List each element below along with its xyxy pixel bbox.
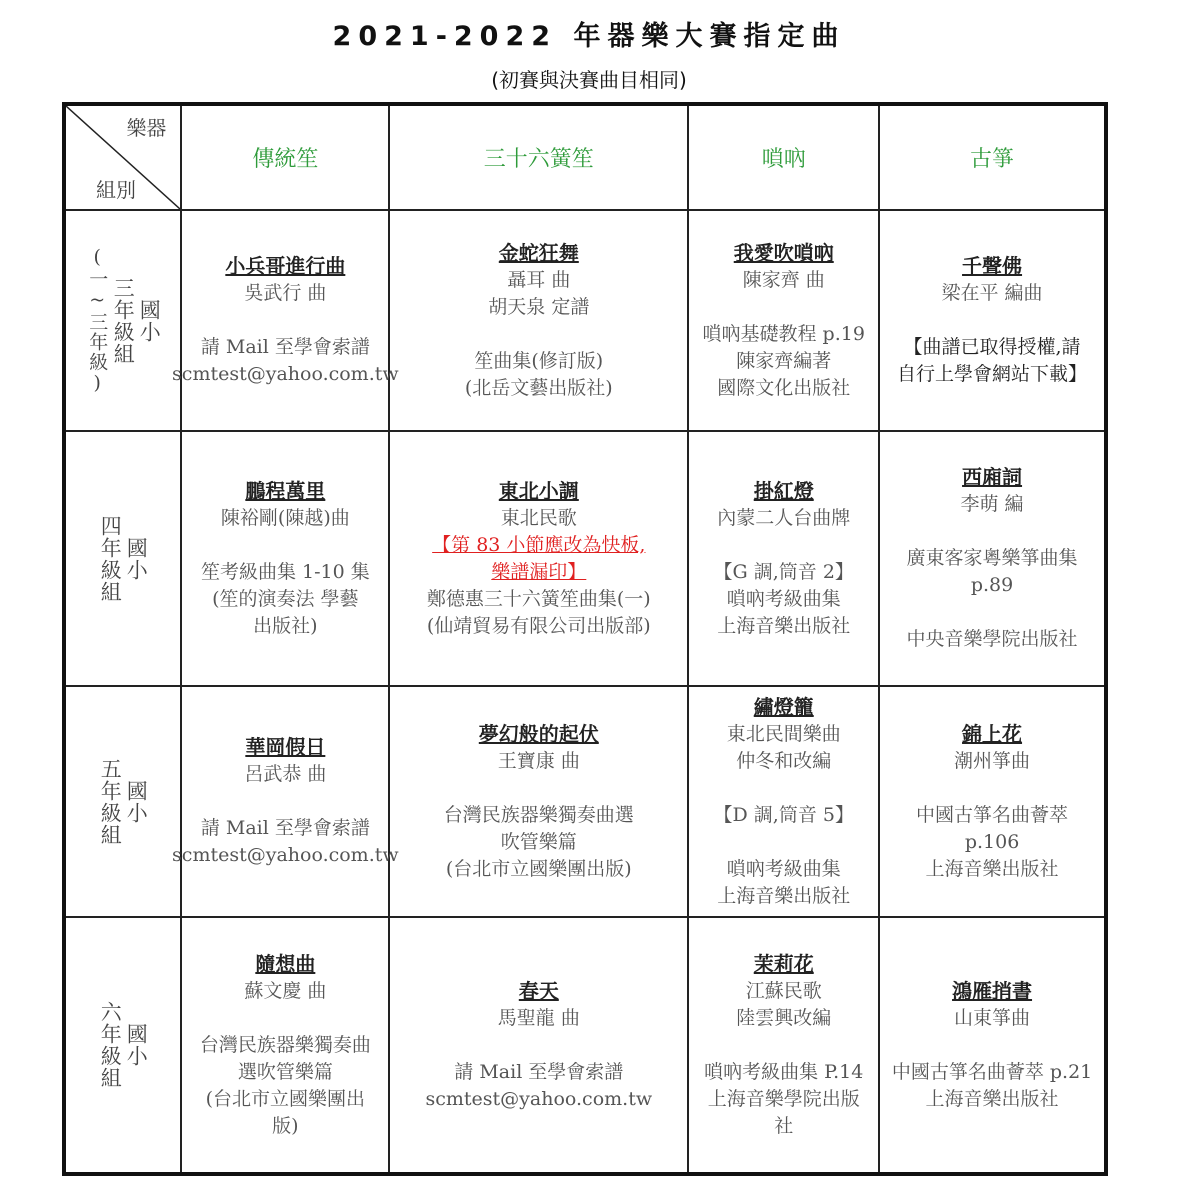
piece-title: 繡燈籠 bbox=[753, 694, 814, 719]
source-line: 選吹管樂篇 bbox=[237, 1060, 333, 1083]
publisher: 上海音樂出版社 bbox=[717, 614, 851, 637]
grade-cell bbox=[64, 686, 181, 917]
piece-title: 鵬程萬里 bbox=[245, 478, 326, 503]
corner-header bbox=[64, 104, 181, 210]
piece-title: 夢幻般的起伏 bbox=[478, 721, 599, 746]
arranger: 陸雲興改編 bbox=[736, 1006, 832, 1029]
header-row bbox=[64, 104, 1106, 210]
piece-cell bbox=[879, 431, 1106, 686]
source-line: 台灣民族器樂獨奏曲選 bbox=[443, 803, 634, 826]
source-line: 嗩吶考級曲集 P.14 bbox=[704, 1060, 864, 1083]
source-line: 廣東客家粵樂箏曲集 bbox=[906, 547, 1078, 570]
corner-instrument-label: 樂器 bbox=[126, 116, 167, 140]
composer: 吳武行 曲 bbox=[244, 282, 327, 305]
publisher: (笙的演奏法 學藝 bbox=[212, 587, 359, 610]
piece-title: 隨想曲 bbox=[255, 951, 316, 976]
grade-row-5 bbox=[64, 686, 1106, 917]
piece-cell bbox=[389, 431, 688, 686]
piece-title: 小兵哥進行曲 bbox=[225, 254, 346, 279]
grade-name: 五年級組 bbox=[98, 757, 123, 846]
instrument-header-suona: 嗩吶 bbox=[688, 104, 879, 210]
source-line: 吹管樂篇 bbox=[500, 830, 577, 853]
source-line: 中國古箏名曲薈萃 p.21 bbox=[891, 1060, 1093, 1083]
composer: 內蒙二人台曲牌 bbox=[717, 506, 851, 529]
arranger: 胡天泉 定譜 bbox=[488, 295, 590, 318]
piece-cell bbox=[688, 431, 879, 686]
repertoire-table bbox=[62, 102, 1108, 1176]
grade-name: 六年級組 bbox=[98, 1001, 123, 1089]
composer: 李萌 編 bbox=[960, 493, 1024, 516]
grade-level: 國小 bbox=[124, 779, 149, 824]
source-line: 中國古箏名曲薈萃 bbox=[916, 803, 1069, 826]
composer: 山東箏曲 bbox=[954, 1006, 1031, 1029]
piece-title: 東北小調 bbox=[498, 478, 579, 503]
piece-title: 茉莉花 bbox=[753, 951, 814, 976]
piece-cell bbox=[172, 686, 399, 917]
arranger: 仲冬和改編 bbox=[736, 749, 832, 772]
instrument-header-guzheng: 古箏 bbox=[879, 104, 1106, 210]
piece-title: 金蛇狂舞 bbox=[498, 240, 579, 265]
publisher: 上海音樂學院出版 bbox=[707, 1087, 860, 1110]
piece-title: 掛紅燈 bbox=[753, 478, 814, 503]
piece-title: 華岡假日 bbox=[245, 735, 326, 760]
piece-title: 鴻雁捎書 bbox=[952, 978, 1033, 1003]
grade-range: (一~三年級) bbox=[86, 246, 109, 396]
note-line: 自行上學會網站下載】 bbox=[897, 363, 1088, 386]
grade-row-6 bbox=[64, 917, 1106, 1174]
piece-title: 春天 bbox=[518, 978, 559, 1003]
composer: 江蘇民歌 bbox=[745, 979, 822, 1002]
publisher: 版) bbox=[272, 1114, 299, 1137]
publisher: 中央音樂學院出版社 bbox=[906, 628, 1078, 651]
source-line: 嗩吶基礎教程 p.19 bbox=[702, 322, 865, 345]
instrument-header-36-reed-sheng: 三十六簧笙 bbox=[389, 104, 688, 210]
composer: 聶耳 曲 bbox=[507, 268, 571, 291]
grade-level: 國小 bbox=[137, 298, 162, 343]
email-text: scmtest@yahoo.com.tw bbox=[172, 363, 399, 386]
composer: 東北民間樂曲 bbox=[726, 722, 841, 745]
piece-cell bbox=[879, 210, 1106, 431]
piece-cell bbox=[389, 686, 688, 917]
grade-level: 國小 bbox=[124, 1023, 149, 1067]
publisher: (台北市立國樂團出 bbox=[205, 1087, 366, 1110]
correction-note: 樂譜漏印】 bbox=[491, 560, 587, 583]
source-line: 笙曲集(修訂版) bbox=[474, 349, 604, 372]
key-note: 【D 調,筒音 5】 bbox=[713, 803, 854, 826]
piece-cell bbox=[879, 686, 1106, 917]
piece-cell bbox=[688, 917, 879, 1174]
grade-cell bbox=[64, 210, 181, 431]
publisher: (北岳文藝出版社) bbox=[464, 376, 613, 399]
composer: 潮州箏曲 bbox=[954, 749, 1031, 772]
composer: 呂武恭 曲 bbox=[244, 763, 327, 786]
composer: 梁在平 編曲 bbox=[941, 282, 1043, 305]
source-line: 台灣民族器樂獨奏曲 bbox=[199, 1033, 371, 1056]
page-ref: p.89 bbox=[970, 574, 1014, 597]
grade-cell bbox=[64, 917, 181, 1174]
source-line: 請 Mail 至學會索譜 bbox=[200, 336, 370, 359]
correction-note: 【第 83 小節應改為快板, bbox=[432, 533, 646, 556]
publisher: (仙靖貿易有限公司出版部) bbox=[426, 614, 651, 637]
email-text: scmtest@yahoo.com.tw bbox=[172, 844, 399, 867]
note-line: 【曲譜已取得授權,請 bbox=[903, 336, 1081, 359]
composer: 陳裕剛(陳越)曲 bbox=[220, 506, 350, 529]
corner-group-label: 組別 bbox=[96, 178, 136, 203]
grade-row-3 bbox=[64, 210, 1106, 431]
piece-title: 錦上花 bbox=[962, 721, 1023, 746]
publisher: 上海音樂出版社 bbox=[925, 857, 1059, 880]
grade-level: 國小 bbox=[124, 536, 149, 581]
grade-cell bbox=[64, 431, 181, 686]
source-line: 請 Mail 至學會索譜 bbox=[454, 1060, 624, 1083]
composer: 陳家齊 曲 bbox=[742, 268, 825, 291]
piece-cell bbox=[879, 917, 1106, 1174]
piece-cell bbox=[181, 431, 389, 686]
email-text: scmtest@yahoo.com.tw bbox=[425, 1087, 653, 1110]
composer: 蘇文慶 曲 bbox=[244, 979, 327, 1002]
composer: 王寶康 曲 bbox=[497, 749, 580, 772]
publisher: (台北市立國樂團出版) bbox=[445, 857, 632, 880]
source-line: 嗩吶考級曲集 bbox=[726, 857, 841, 880]
piece-cell bbox=[181, 917, 389, 1174]
page-ref: p.106 bbox=[964, 830, 1020, 853]
publisher: 上海音樂出版社 bbox=[925, 1087, 1059, 1110]
composer: 東北民歌 bbox=[500, 506, 577, 529]
piece-cell bbox=[688, 686, 879, 917]
key-note: 【G 調,筒音 2】 bbox=[713, 560, 854, 583]
publisher: 社 bbox=[774, 1114, 794, 1137]
instrument-header-sheng: 傳統笙 bbox=[181, 104, 389, 210]
publisher: 出版社) bbox=[253, 614, 318, 637]
page-subtitle: (初賽與決賽曲目相同) bbox=[491, 68, 687, 92]
source-line: 笙考級曲集 1-10 集 bbox=[200, 560, 370, 583]
source-line: 請 Mail 至學會索譜 bbox=[200, 817, 370, 840]
publisher: 上海音樂出版社 bbox=[717, 884, 851, 907]
source-line: 鄭德惠三十六簧笙曲集(一) bbox=[426, 587, 651, 610]
grade-row-4 bbox=[64, 431, 1106, 686]
grade-name: 四年級組 bbox=[98, 514, 123, 603]
composer: 馬聖龍 曲 bbox=[497, 1006, 580, 1029]
grade-name: 三年級組 bbox=[111, 276, 136, 365]
page-title: 2021-2022 年器樂大賽指定曲 bbox=[332, 21, 846, 52]
piece-cell bbox=[389, 917, 688, 1174]
piece-cell bbox=[688, 210, 879, 431]
piece-cell bbox=[172, 210, 399, 431]
piece-title: 西廂詞 bbox=[962, 465, 1023, 490]
source-line: 嗩吶考級曲集 bbox=[726, 587, 841, 610]
editor: 陳家齊編著 bbox=[736, 349, 832, 372]
piece-cell bbox=[389, 210, 688, 431]
piece-title: 千聲佛 bbox=[962, 254, 1023, 279]
piece-title: 我愛吹嗩吶 bbox=[733, 240, 834, 265]
publisher: 國際文化出版社 bbox=[717, 376, 851, 399]
